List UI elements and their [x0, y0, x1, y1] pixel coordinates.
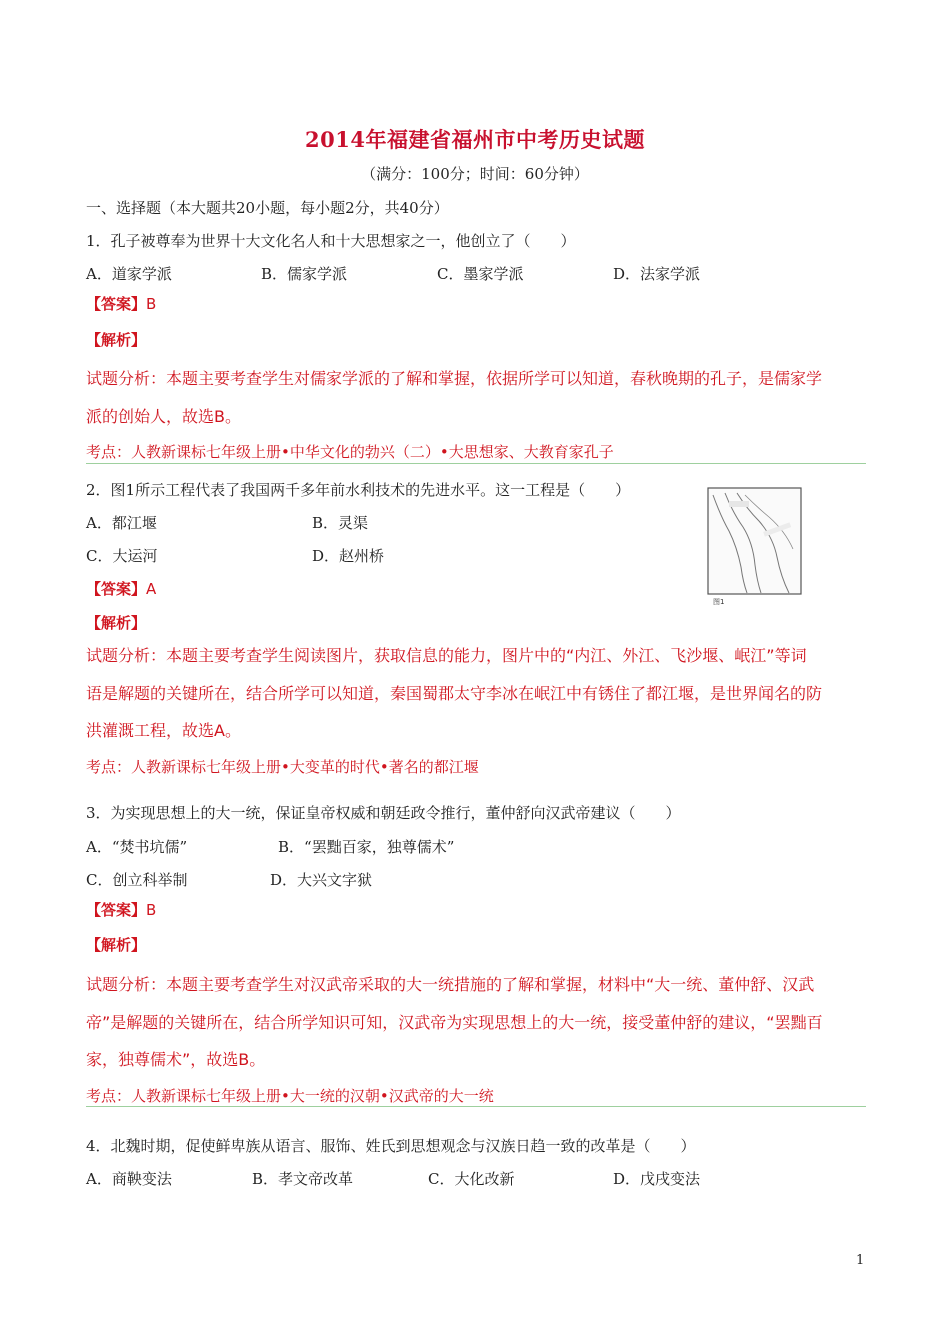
question-4-stem: 4．北魏时期，促使鲜卑族从语言、服饰、姓氏到思想观念与汉族日趋一致的改革是（ ） — [86, 1137, 696, 1155]
q2-answer — [86, 578, 156, 599]
q1-option-a: A．道家学派 — [86, 265, 172, 283]
figure-1-map — [707, 487, 802, 607]
q1-analysis-label: 【解析】 — [86, 331, 147, 349]
q2-analysis-line-2: 语是解题的关键所在，结合所学可以知道，秦国蜀郡太守李冰在岷江中有锈住了都江堰，是世界闻名的防 — [86, 684, 823, 703]
q4-option-d: D．戊戌变法 — [613, 1170, 701, 1188]
divider — [86, 1106, 866, 1107]
q3-option-d: D．大兴文字狱 — [270, 871, 373, 889]
q1-option-c: C．墨家学派 — [437, 265, 524, 283]
answer-label: 【答案】 — [86, 295, 147, 313]
q1-analysis-line-2: 派的创始人，故选B。 — [86, 407, 241, 426]
q1-analysis-line-1: 试题分析：本题主要考查学生对儒家学派的了解和掌握，依据所学可以知道，春秋晚期的孔子，是儒家学 — [86, 369, 823, 388]
q2-option-a: A．都江堰 — [86, 514, 157, 532]
q3-option-c: C．创立科举制 — [86, 871, 188, 889]
q3-kaodian: 考点：人教新课标七年级上册•大一统的汉朝•汉武帝的大一统 — [86, 1087, 494, 1105]
q3-option-b: B．“罢黜百家，独尊儒术” — [278, 838, 455, 856]
page-number: 1 — [856, 1253, 865, 1268]
q3-analysis-line-3: 家，独尊儒术”，故选B。 — [86, 1050, 266, 1069]
question-2-stem: 2．图1所示工程代表了我国两千多年前水利技术的先进水平。这一工程是（ ） — [86, 481, 631, 499]
q2-kaodian: 考点：人教新课标七年级上册•大变革的时代•著名的都江堰 — [86, 758, 479, 776]
q1-option-d: D．法家学派 — [613, 265, 701, 283]
q2-analysis-label: 【解析】 — [86, 614, 147, 632]
q2-option-d: D．赵州桥 — [312, 547, 385, 565]
answer-label: 【答案】 — [86, 580, 147, 598]
figure-caption: 图1 — [713, 598, 725, 606]
answer-label: 【答案】 — [86, 901, 147, 919]
q2-analysis-line-3: 洪灌溉工程，故选A。 — [86, 721, 241, 740]
q1-kaodian: 考点：人教新课标七年级上册•中华文化的勃兴（二）•大思想家、大教育家孔子 — [86, 443, 614, 461]
q1-answer — [86, 293, 156, 314]
q3-analysis-label: 【解析】 — [86, 936, 147, 954]
q4-option-a: A．商鞅变法 — [86, 1170, 172, 1188]
q3-option-a: A．“焚书坑儒” — [86, 838, 188, 856]
q3-answer — [86, 899, 156, 920]
question-3-stem: 3．为实现思想上的大一统，保证皇帝权威和朝廷政令推行，董仲舒向汉武帝建议（ ） — [86, 804, 681, 822]
q1-option-b: B．儒家学派 — [261, 265, 348, 283]
q2-analysis-line-1: 试题分析：本题主要考查学生阅读图片，获取信息的能力，图片中的“内江、外江、飞沙堰、岷江”等词 — [86, 646, 807, 665]
q4-option-b: B．孝文帝改革 — [252, 1170, 354, 1188]
map-label-box — [729, 501, 749, 507]
q3-analysis-line-1: 试题分析：本题主要考查学生对汉武帝采取的大一统措施的了解和掌握，材料中“大一统、董仲舒、汉武 — [86, 975, 815, 994]
page-title: 2014年福建省福州市中考历史试题 — [305, 127, 645, 152]
exam-info: （满分：100分；时间：60分钟） — [361, 165, 589, 183]
answer-value: B — [146, 295, 157, 313]
section-heading: 一、选择题（本大题共20小题，每小题2分，共40分） — [86, 199, 449, 217]
divider — [86, 463, 866, 464]
q2-option-b: B．灵渠 — [312, 514, 369, 532]
q3-analysis-line-2: 帝”是解题的关键所在，结合所学知识可知，汉武帝为实现思想上的大一统，接受董仲舒的建议，“罢黜百 — [86, 1013, 823, 1032]
answer-value: B — [146, 901, 157, 919]
question-1-stem: 1．孔子被尊奉为世界十大文化名人和十大思想家之一，他创立了（ ） — [86, 232, 576, 250]
answer-value: A — [146, 580, 157, 598]
q4-option-c: C．大化改新 — [428, 1170, 515, 1188]
q2-option-c: C．大运河 — [86, 547, 158, 565]
